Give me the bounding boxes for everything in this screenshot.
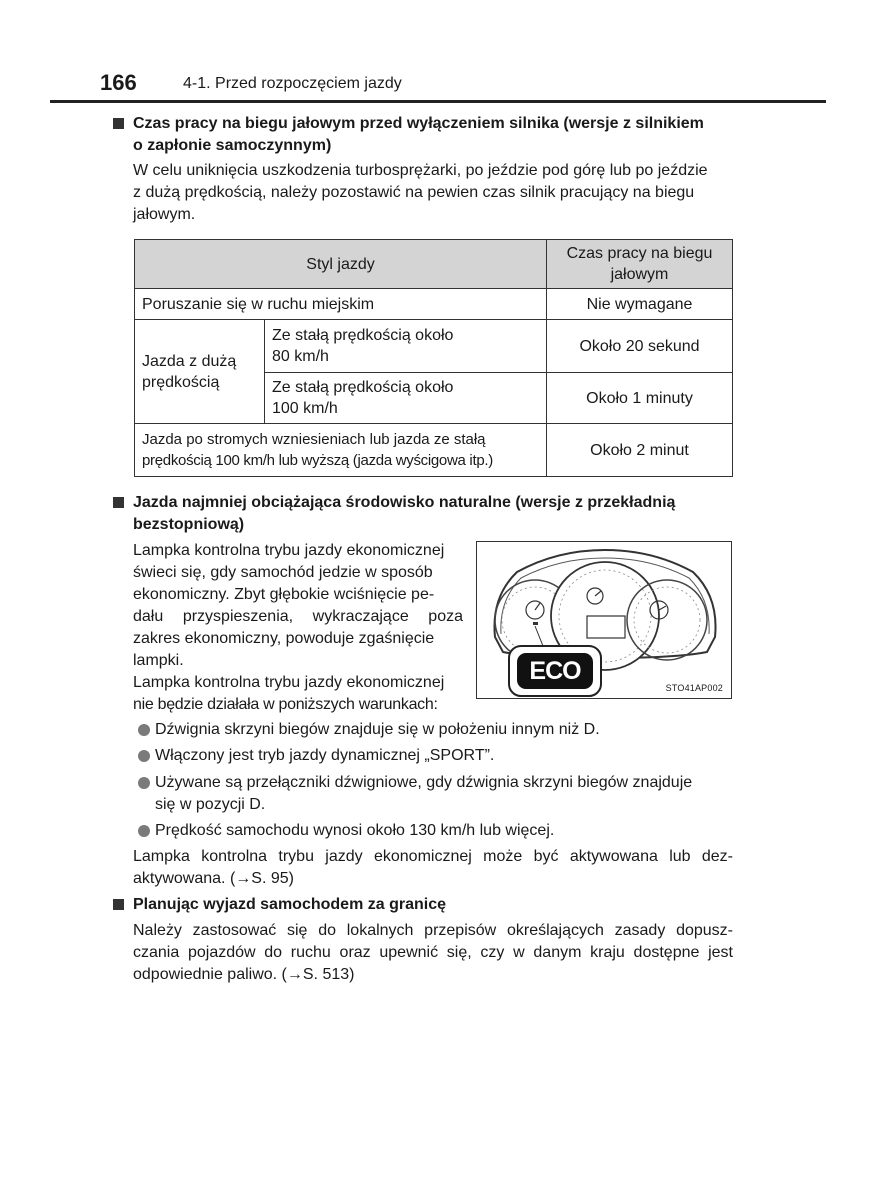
cell-line: prędkością [142,373,220,391]
eco-conditions-intro [133,672,463,716]
header-time-line: Czas pracy na biegu [566,245,713,262]
row-city-value: Nie wymagane [547,289,733,320]
cell-line: Ze stałą prędkością około [272,379,454,396]
cell-line: prędkością 100 km/h lub wyższą (jazda wyścigowa itp.) [142,452,493,469]
eco-indicator-label: ECO [529,657,581,685]
heading-line: Jazda najmniej obciążająca środowisko naturalne (wersje z przekładnią [133,494,676,511]
text-line: się w pozycji D. [155,796,266,813]
figure-caption: STO41AP002 [665,683,723,693]
row-city-label: Poruszanie się w ruchu miejskim [135,289,547,320]
section-heading-abroad: Planując wyjazd samochodem za granicę [133,896,446,913]
eco-lamp-small [533,622,538,625]
section-marker-icon [113,497,124,508]
text-line: odpowiednie paliwo. (→S. 513) [133,966,355,983]
row-steep-value: Około 2 minut [547,424,733,477]
row-100-value: Około 1 minuty [547,373,733,424]
text-line: Należy zastosować się do lokalnych przepisów określających zasady dopusz- [133,922,733,939]
row-100-label [265,373,547,424]
instrument-cluster-figure [476,541,732,699]
heading-line: bezstopniową) [133,516,245,533]
list-item [155,772,735,816]
row-80-label [265,320,547,373]
idle-time-paragraph [133,160,708,226]
header-time-line: jałowym [610,266,669,283]
section-heading-eco-driving [133,492,733,536]
abroad-paragraph [133,920,733,986]
cell-line: 100 km/h [272,400,338,417]
cell-line: Jazda po stromych wzniesieniach lub jazda ze stałą [142,431,486,448]
header-divider [50,100,826,103]
table-row [135,424,733,477]
list-item: Dźwignia skrzyni biegów znajduje się w położeniu innym niż D. [155,721,600,738]
eco-toggle-paragraph [133,846,733,890]
heading-line: Czas pracy na biegu jałowym przed wyłączeniem silnika (wersje z silnikiem [133,115,704,132]
header-style-cell: Styl jazdy [135,240,547,289]
header-time-cell [547,240,733,289]
text-line: ekonomiczny. Zbyt głębokie wciśnięcie pe- [133,586,435,603]
eco-paragraph [133,540,463,672]
text-line: Lampka kontrolna trybu jazdy ekonomicznej [133,674,445,691]
idle-time-table [134,239,733,477]
text-line: świeci się, gdy samochód jedzie w sposób [133,564,433,581]
cell-line: Jazda z dużą [142,352,237,370]
text-line: Używane są przełączniki dźwigniowe, gdy dźwignia skrzyni biegów znajduje [155,774,693,791]
text-line: zakres ekonomiczny, powoduje zgaśnięcie [133,630,435,647]
text-line: aktywowana. (→S. 95) [133,870,294,887]
text-line: Lampka kontrolna trybu jazdy ekonomicznej może być aktywowana lub dez- [133,848,733,865]
text-line: czania pojazdów do ruchu oraz upewnić się, czy w danym kraju dostępne jest [133,944,733,961]
list-item: Włączony jest tryb jazdy dynamicznej „SPORT”. [155,747,495,764]
page-number: 166 [100,70,137,95]
bullet-dot-icon [138,777,150,789]
text-line: Lampka kontrolna trybu jazdy ekonomicznej [133,542,445,559]
heading-line: o zapłonie samoczynnym) [133,137,332,154]
row-steep-label [135,424,547,477]
table-row [135,289,733,320]
instrument-cluster-illustration [477,542,733,700]
bullet-dot-icon [138,724,150,736]
list-item: Prędkość samochodu wynosi około 130 km/h lub więcej. [155,822,555,839]
text-line: nie będzie działała w poniższych warunkach: [133,696,438,713]
text-line: W celu uniknięcia uszkodzenia turbosprężarki, po jeździe pod górę lub po jeździe [133,162,708,179]
row-highspeed-label [135,320,265,424]
text-line: dału przyspieszenia, wykraczające poza [133,608,463,625]
bullet-dot-icon [138,750,150,762]
section-heading-idle-time [133,113,733,157]
cell-line: Ze stałą prędkością około [272,327,454,344]
section-marker-icon [113,118,124,129]
section-marker-icon [113,899,124,910]
text-line: z dużą prędkością, należy pozostawić na pewien czas silnik pracujący na biegu [133,184,695,201]
cell-line: 80 km/h [272,348,329,365]
bullet-dot-icon [138,825,150,837]
chapter-title: 4-1. Przed rozpoczęciem jazdy [183,75,402,92]
row-80-value: Około 20 sekund [547,320,733,373]
table-header-row [135,240,733,289]
text-line: lampki. [133,652,184,669]
table-row [135,320,733,373]
text-line: jałowym. [133,206,196,223]
